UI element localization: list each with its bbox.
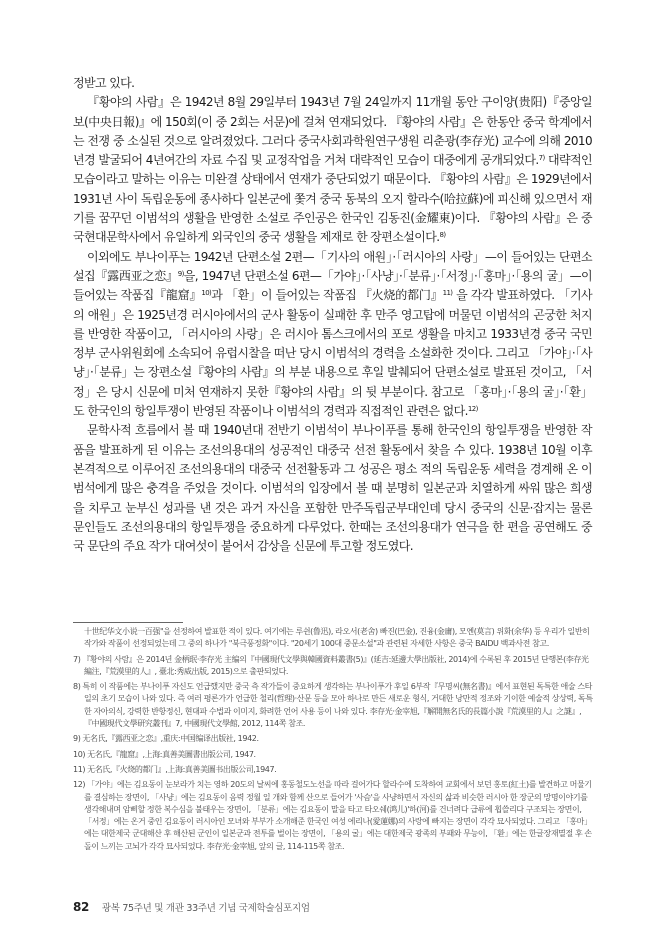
footnote: [73, 764, 594, 776]
footnote: [73, 654, 594, 679]
footnote-text: 「가야」에는 김요동이 눈보라가 치는 영하 20도의 날씨에 홍동철도노선을 따라 걸어가다 할라수에 도착하여 교회에서 보던 홍토(紅土)를 발견하고 머물기를 결심하는 장면이, 「사냥」에는 김요동이 음력 정월 일 개와 함께 산으로 들어가 '사슴'을 사냥하면서 자신의 삶과 비슷한 러시아 한 장군의 망명이야기를 생각해내며 암삐할 정한 복수심을 불태우는 장면이, 「분류」에는 김요동이 말을 타고 타오쉐(鸿儿)'하(河)를 건너려다 급류에 휩쓸리다 구조되는 장면이, 「서정」에는 온거 중인 김요동이 러시아인 모녀와 부부가 소개해준 한국인 여성 에리나(愛蓮娜)의 사랑에 빠지는 장면이 각각 묘사되었다. 그리고 「홍마」에는 대한제국 군대해산 후 해산된 군인이 일본군과 전투를 벌이는 장면이, 「용의 굴」에는 대한제국 광족의 부패와 무능이, 「환」에는 한글장재멸절 후 손돌이 느끼는 고뇌가 각각 묘사되었다. 李存光·金宰旭, 앞의 글, 114-115쪽 참조.: [84, 780, 592, 851]
footnote-number: 7): [73, 654, 81, 664]
footnote: [73, 749, 594, 761]
footnote-number: 8): [73, 682, 81, 692]
footnote-text: 无名氏,『龍窟』,上海:真善美圖書出版公司, 1947.: [87, 749, 256, 759]
footnote-number: 11): [73, 764, 86, 774]
conference-title: 광복 75주년 및 개관 33주년 기념 국제학술심포지엄: [101, 903, 310, 914]
footnote-reference: 7): [538, 154, 545, 163]
footnote-text: 无名氏,『露西亚之恋』,重庆:中国编译出版社, 1942.: [82, 734, 259, 744]
footnote-text: 특히 이 작품에는 부나이푸 자신도 언급했지만 중국 측 작가들이 중요하게 생각하는 부나이푸가 후일 6부작『무명씨(無名書)』에서 표현된 독특한 애술 스타일의 초기 모습이 나와 있다. 즉 여러 평론가가 언급한 철리(哲理)·산문 등을 모아 하나로 만든 새로운 형식, 거대한 낭만적 정조와 기이한 예술적 상상력, 독특한 자아의식, 강력한 반항정신, 현대파 수법과 이미지, 화려한 언어 사용 등이 나와 있다. 李存光·金宰旭,『解開無名氏的長篇小說『荒漠里的人』之謎』,『中國現代文學研究叢刊』7, 中國現代文學館, 2012, 114쪽 참조.: [82, 682, 593, 729]
paragraph-text: 을 각각 발표하였다. 「기사의 애원」은 1925년경 러시아에서의 군사 활동이 실패한 후 만주 영고탑에 머물던 이범석의 곤궁한 처지를 반영한 작품이고, 「러시아의 사랑」은 러시아 톰스크에서의 포로 생활을 마치고 1933년경 중국 국민정부 군사위원회에 소속되어 유럽시찰을 떠난 당시 이범석의 경력을 소설화한 것이다. 그리고 「가야」·「사냥」·「분류」는 장편소설『황야의 사람』의 부분 내용으로 후일 발췌되어 단편소설로 발표된 것이고, 「서정」은 당시 신문에 미처 연재하지 못한『황야의 사람』의 뒷 부분이다. 참고로 「홍마」·「용의 굴」·「환」도 한국인의 항일투쟁이 반영된 작품이나 이범석의 경력과 직접적인 관련은 없다.: [73, 288, 592, 419]
footnote-reference: 10): [201, 289, 212, 298]
paragraph-text: 과 「환」이 들어있는 작품집 『火烧的都门』: [211, 288, 443, 303]
body-paragraph: [73, 93, 592, 247]
paragraph-text: 대략적인 모습이라고 말하는 이유는 미완결 상태에서 연재가 중단되었기 때문이다. 『황야의 사람』은 1929년에서 1931년 사이 독립운동에 종사하다 일본군에 쫓겨 중국 동북의 오지 할라수(哈拉蘇)에 피신해 있으면서 재기를 꿈꾸던 이범석의 생활을 반영한 소설로 주인공은 한국인 김동진(金耀東)이다. 『황야의 사람』은 중국현대문학사에서 유일하게 외국인의 중국 생활을 제재로 한 장편소설이다.: [73, 153, 593, 245]
page-number: 82: [73, 900, 90, 914]
page-footer: [73, 900, 310, 914]
footnote-number: 10): [73, 749, 86, 759]
paragraph-text: 『황야의 사람』은 1942년 8월 29일부터 1943년 7월 24일까지 11개월 동안 구이양(贵阳)『중앙일보(中央日報)』에 150회(이 중 2회는 서문)에 걸쳐 연재되었다. 『황야의 사람』은 한동안 중국 학계에서는 전쟁 중 소실된 것으로 알려졌었다. 그러다 중국사회과학원연구생원 리춘광(李存光) 교수에 의해 2010년경 발굴되어 4년여간의 자료 수집 및 교정작업을 거쳐 대략적인 모습이 대중에게 공개되었다.: [73, 95, 592, 168]
main-body-text: [73, 74, 592, 556]
footnote: [73, 733, 594, 745]
footnote-text: 『황야의 사람』은 2014년 金柄珉·李存光 主编의『中國現代文學與韓國資料叢書(5)』(延吉:延邊大學出版社, 2014)에 수록된 후 2015년 단행본(李存光 編注,『荒漠里的人』, 臺北:秀威出版, 2015)으로 출판되었다.: [82, 654, 589, 676]
footnote-reference: 9): [177, 269, 184, 278]
footnote-reference: 11): [442, 289, 453, 298]
footnote-divider: [73, 622, 183, 623]
body-paragraph: [73, 74, 592, 93]
footnote: [73, 779, 594, 853]
paragraph-text: 이외에도 부나이푸는 1942년 단편소설 2편—「기사의 애원」·「러시아의 사랑」—이 들어있는 단편소설집『露西亚之恋』: [73, 249, 592, 283]
paragraph-text: 을, 1947년 단편소설 6편—「가야」·「사냥」·「분류」·「서정」·「홍마」·「용의 굴」—이 들어있는 작품집『龍窟』: [73, 268, 592, 303]
footnote-text: 无名氏,『火烧的都门』,上海:真善美圖书出版公司,1947.: [87, 764, 277, 774]
paragraph-text: 문학사적 흐름에서 볼 때 1940년대 전반기 이범석이 부나이푸를 통해 한국인의 항일투쟁을 반영한 작품을 발표하게 된 이유는 조선의용대의 성공적인 대중국 선전 활동에서 찾을 수 있다. 1938년 10월 이후 본격적으로 이루어진 조선의용대의 대중국 선전활동과 그 성공은 평소 적의 독립운동 세력을 경계해 온 이범석에게 많은 충격을 주었을 것이다. 이범석의 입장에서 볼 때 분명히 일본군과 치열하게 싸워 많은 희생을 치루고 눈부신 성과를 낸 것은 과거 자신을 포함한 만주독립군부대인데 당시 중국의 신문·잡지는 물론 문인들도 조선의용대의 항일투쟁을 중요하게 다루었다. 한때는 조선의용대가 연극을 한 편을 공연해도 중국 문단의 주요 작가 대여섯이 붙어서 감상을 신문에 투고할 정도였다.: [73, 423, 592, 554]
footnote: [73, 681, 594, 730]
footnotes-section: [73, 626, 594, 856]
body-paragraph: [73, 248, 592, 422]
footnote-reference: 12): [467, 405, 478, 414]
footnote-number: 12): [73, 780, 86, 790]
footnote: [73, 626, 594, 651]
footnote-text: 十世纪华文小说一百强"을 선정하여 발표한 적이 있다. 여기에는 루쉰(鲁迅), 라오서(老舍) 빠진(巴金), 진융(金庸), 모옌(莫言) 위화(余华) 등 우리가 일반히 작가와 작품이 선정되었는데 그 중의 하나가 "북극풍정화"이다. "20세기 100대 중문소설"과 관련된 자세한 사항은 중국 BAIDU 백과사전 참고.: [84, 627, 590, 649]
footnote-reference: 8): [439, 231, 446, 240]
paragraph-text: 정받고 있다.: [73, 76, 135, 90]
body-paragraph: [73, 421, 592, 556]
footnote-number: 9): [73, 734, 81, 744]
